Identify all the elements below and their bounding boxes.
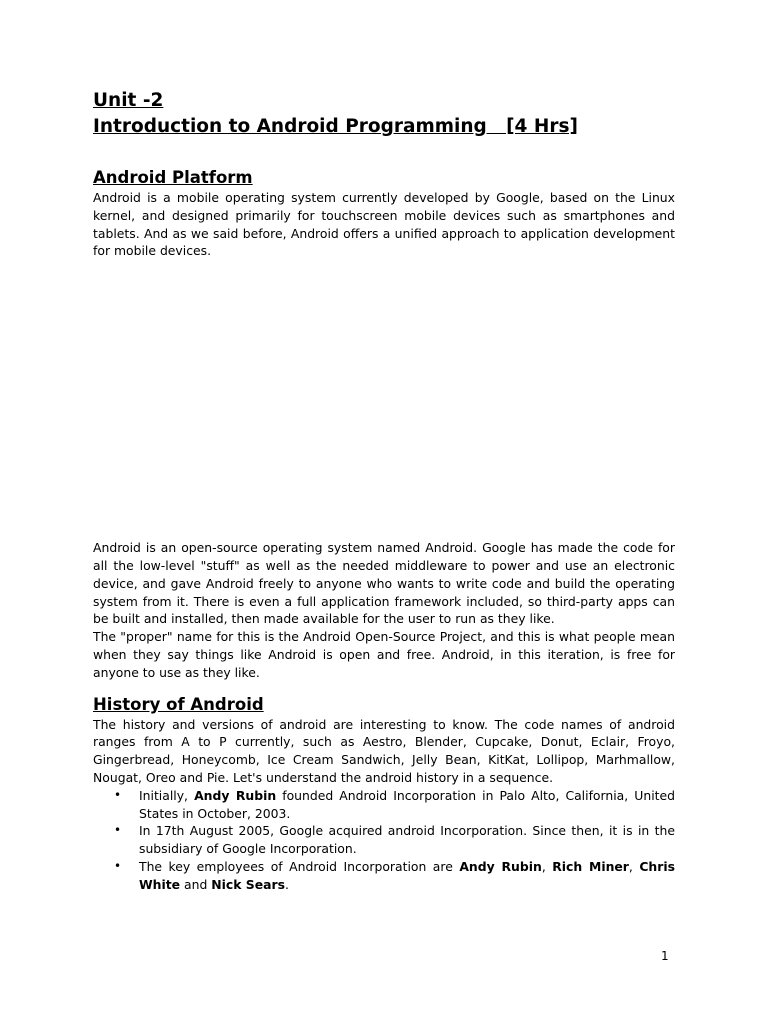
history-list-item: • Initially, Andy Rubin founded Android Incorporation in Palo Alto, California, United States in October, 2003. (114, 787, 675, 821)
unit-title: Unit -2 (93, 90, 164, 111)
aosp-paragraph: The "proper" name for this is the Android Open-Source Project, and this is what people mean when they say things like Android is open and free. Android, in this iteration, is free for anyone to use as they like. (93, 629, 675, 680)
person-name: Nick Sears (211, 876, 285, 892)
page-number: 1 (661, 949, 669, 963)
bullet-icon: • (114, 858, 122, 873)
person-name: Rich Miner (552, 858, 629, 874)
bullet-icon: • (114, 823, 122, 838)
history-list (93, 787, 675, 894)
platform-intro-paragraph: Android is a mobile operating system currently developed by Google, based on the Linux kernel, and designed primarily for touchscreen mobile devices such as smartphones and tablets. And as we said before, Android offers a unified approach to application development for mobile devices. (93, 190, 675, 259)
person-name: Andy Rubin (459, 858, 542, 874)
bullet-icon: • (114, 787, 122, 802)
open-source-paragraph: Android is an open-source operating system named Android. Google has made the code for all the low-level "stuff" as well as the needed middleware to power and use an electronic device, and gave Android freely to anyone who wants to write code and build the operating system from it. There is even a full application framework included, so third-party apps can be built and installed, then made available for the user to run as they like. (93, 540, 675, 627)
person-name: Chris White (139, 858, 675, 892)
history-list-item: • The key employees of Android Incorporation are Andy Rubin, Rich Miner, Chris White and Nick Sears. (114, 858, 675, 892)
history-intro-paragraph: The history and versions of android are interesting to know. The code names of android ranges from A to P currently, such as Aestro, Blender, Cupcake, Donut, Eclair, Froyo, Gingerbread, Honeycomb, Ice Cream Sandwich, Jelly Bean, KitKat, Lollipop, Marhmallow, Nougat, Oreo and Pie. Let's understand the android history in a sequence. (93, 716, 675, 785)
history-heading: History of Android (93, 694, 264, 714)
android-platform-heading: Android Platform (93, 168, 253, 187)
chapter-title: Introduction to Android Programming [4 Hrs] (93, 116, 578, 137)
document-page (93, 88, 675, 894)
history-list-item: • In 17th August 2005, Google acquired android Incorporation. Since then, it is in the subsidiary of Google Incorporation. (114, 823, 675, 857)
figure-space (93, 260, 675, 539)
person-name: Andy Rubin (194, 787, 277, 803)
